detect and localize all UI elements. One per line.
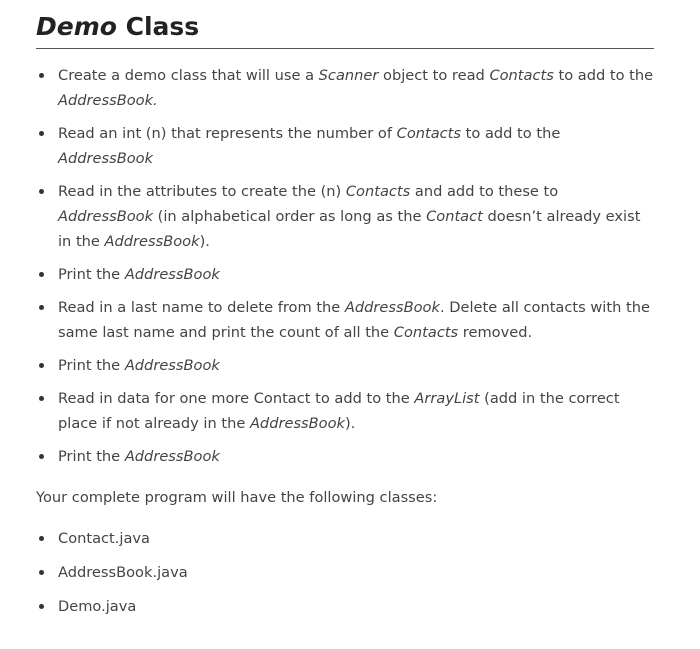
class-file-name: Demo.java (58, 598, 137, 615)
class-file-name: AddressBook.java (58, 564, 188, 581)
emphasized-term: AddressBook (124, 266, 220, 283)
class-files-list (36, 526, 654, 619)
bullet-icon (39, 396, 44, 401)
requirement-text: and add to these to (410, 183, 559, 200)
requirement-text: doesn’t already exist in the (58, 208, 641, 250)
emphasized-term: Contacts (396, 125, 462, 142)
emphasized-term: AddressBook (58, 150, 154, 167)
requirement-text: . Delete all contacts with the same last name and print the count of all the (58, 299, 650, 341)
bullet-icon (39, 272, 44, 277)
bullet-icon (39, 363, 44, 368)
requirement-item (36, 121, 654, 171)
requirement-item (36, 179, 654, 254)
requirement-text: (in alphabetical order as long as the (153, 208, 427, 225)
requirement-item (36, 386, 654, 436)
requirement-text: Print the (58, 357, 125, 374)
emphasized-term: ArrayList (414, 390, 480, 407)
emphasized-term: AddressBook (249, 415, 345, 432)
emphasized-term: AddressBook (344, 299, 440, 316)
bullet-icon (39, 570, 44, 575)
requirement-text: object to read (378, 67, 490, 84)
document-page (36, 8, 654, 628)
requirement-text: to add to the (461, 125, 561, 142)
requirement-item (36, 353, 654, 378)
requirement-text: Print the (58, 266, 125, 283)
emphasized-term: AddressBook (124, 448, 220, 465)
requirement-text: Read in a last name to delete from the (58, 299, 345, 316)
class-file-item (36, 560, 654, 585)
requirement-text: to add to the (553, 67, 654, 84)
heading-italic: Demo (36, 12, 117, 41)
bullet-icon (39, 604, 44, 609)
requirement-item (36, 63, 654, 113)
bullet-icon (39, 73, 44, 78)
requirement-text: Print the (58, 448, 125, 465)
emphasized-term: AddressBook. (58, 92, 158, 109)
class-file-item (36, 526, 654, 551)
class-file-name: Contact.java (58, 530, 150, 547)
emphasized-term: Scanner (318, 67, 379, 84)
requirement-text: removed. (458, 324, 533, 341)
requirement-text: Read an int (n) that represents the number of (58, 125, 397, 142)
summary-text: Your complete program will have the following classes: (36, 489, 438, 506)
bullet-icon (39, 536, 44, 541)
requirement-item (36, 295, 654, 345)
bullet-icon (39, 131, 44, 136)
requirement-text: (add in the correct place if not already in the (58, 390, 620, 432)
emphasized-term: Contact (426, 208, 483, 225)
requirement-item (36, 444, 654, 469)
emphasized-term: AddressBook (104, 233, 200, 250)
requirement-item (36, 262, 654, 287)
bullet-icon (39, 454, 44, 459)
bullet-icon (39, 189, 44, 194)
emphasized-term: Contacts (345, 183, 411, 200)
emphasized-term: AddressBook (124, 357, 220, 374)
requirement-text: ). (199, 233, 210, 250)
requirement-text: ). (344, 415, 356, 432)
requirement-text: Read in data for one more Contact to add to the (58, 390, 415, 407)
emphasized-term: Contacts (489, 67, 554, 84)
emphasized-term: Contacts (393, 324, 459, 341)
emphasized-term: AddressBook (58, 208, 154, 225)
class-file-item (36, 594, 654, 619)
requirement-text: Create a demo class that will use a (58, 67, 319, 84)
requirements-list (36, 63, 654, 469)
section-heading (36, 8, 654, 49)
bullet-icon (39, 305, 44, 310)
requirement-text: Read in the attributes to create the (n) (58, 183, 346, 200)
heading-rest: Class (116, 12, 200, 41)
